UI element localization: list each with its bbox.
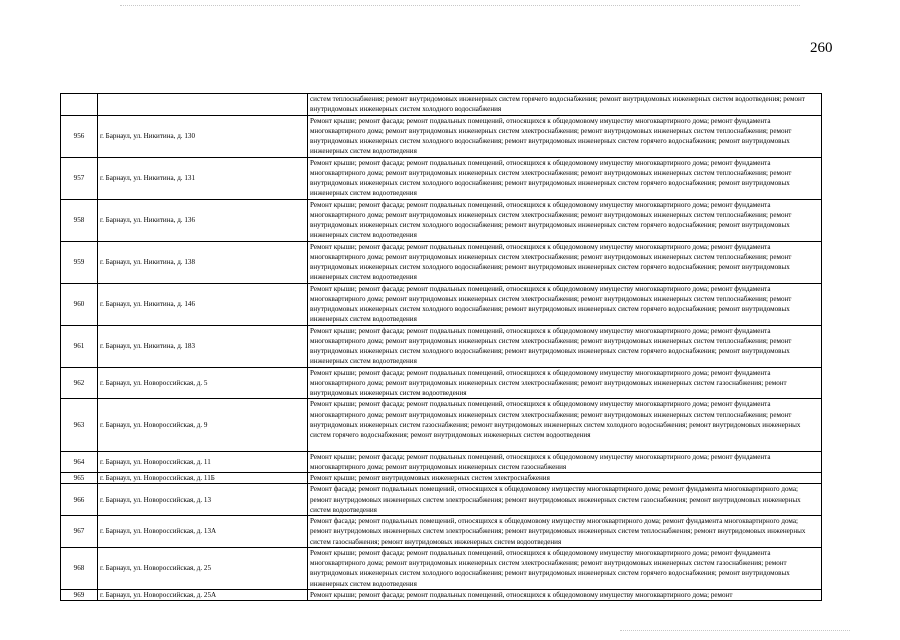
- row-address: г. Барнаул, ул. Новороссийская, д. 25А: [98, 589, 308, 600]
- row-address: г. Барнаул, ул. Никитина, д. 136: [98, 199, 308, 241]
- row-works: Ремонт крыши; ремонт фасада; ремонт подвальных помещений, относящихся к общедомовому имуществу многоквартирного дома; ремонт фундамента многоквартирного дома; ремонт внутридомовых инженерных систем электроснабжения; ремонт внутридомовых инженерных систем газоснабжения; ремонт внутридомовых инженерных систем водоотведения: [308, 367, 822, 399]
- table-row: [61, 516, 822, 548]
- row-works: Ремонт крыши; ремонт фасада; ремонт подвальных помещений, относящихся к общедомовому имуществу многоквартирного дома; ремонт фундамента многоквартирного дома; ремонт внутридомовых инженерных систем электроснабжения; ремонт внутридомовых инженерных систем газоснабжения; ремонт внутридомовых инженерных систем холодного водоснабжения; ремонт внутридомовых инженерных систем горячего водоснабжения; ремонт внутридомовых инженерных систем водоотведения: [308, 547, 822, 589]
- row-address: [98, 94, 308, 116]
- row-address: г. Барнаул, ул. Никитина, д. 131: [98, 157, 308, 199]
- row-address: г. Барнаул, ул. Никитина, д. 138: [98, 241, 308, 283]
- row-number: 959: [61, 241, 98, 283]
- table-row: [61, 157, 822, 199]
- row-works: Ремонт крыши; ремонт фасада; ремонт подвальных помещений, относящихся к общедомовому имуществу многоквартирного дома; ремонт фундамента многоквартирного дома; ремонт внутридомовых инженерных систем электроснабжения; ремонт внутридомовых инженерных систем теплоснабжения; ремонт внутридомовых инженерных систем газоснабжения; ремонт внутридомовых инженерных систем холодного водоснабжения; ремонт внутридомовых инженерных систем горячего водоснабжения; ремонт внутридомовых инженерных систем водоотведения: [308, 399, 822, 451]
- scan-edge-top: [120, 5, 800, 6]
- repair-registry-table: [60, 93, 822, 601]
- row-number: [61, 94, 98, 116]
- row-address: г. Барнаул, ул. Новороссийская, д. 13: [98, 484, 308, 516]
- row-works: Ремонт фасада; ремонт подвальных помещений, относящихся к общедомовому имуществу многоквартирного дома; ремонт фундамента многоквартирного дома; ремонт внутридомовых инженерных систем электроснабжения; ремонт внутридомовых инженерных систем теплоснабжения; ремонт внутридомовых инженерных систем газоснабжения; ремонт внутридомовых инженерных систем водоотведения: [308, 516, 822, 548]
- table-row: [61, 283, 822, 325]
- table-row: [61, 484, 822, 516]
- row-address: г. Барнаул, ул. Новороссийская, д. 11Б: [98, 473, 308, 484]
- table-row: [61, 589, 822, 600]
- row-address: г. Барнаул, ул. Новороссийская, д. 13А: [98, 516, 308, 548]
- row-address: г. Барнаул, ул. Новороссийская, д. 11: [98, 451, 308, 473]
- row-number: 966: [61, 484, 98, 516]
- row-number: 969: [61, 589, 98, 600]
- table-row: [61, 241, 822, 283]
- table-row: [61, 451, 822, 473]
- row-number: 961: [61, 325, 98, 367]
- table-row: [61, 199, 822, 241]
- row-number: 958: [61, 199, 98, 241]
- row-address: г. Барнаул, ул. Новороссийская, д. 25: [98, 547, 308, 589]
- registry-body: [61, 94, 822, 601]
- table-row: [61, 547, 822, 589]
- row-works: Ремонт крыши; ремонт фасада; ремонт подвальных помещений, относящихся к общедомовому имуществу многоквартирного дома; ремонт фундамента многоквартирного дома; ремонт внутридомовых инженерных систем электроснабжения; ремонт внутридомовых инженерных систем теплоснабжения; ремонт внутридомовых инженерных систем холодного водоснабжения; ремонт внутридомовых инженерных систем горячего водоснабжения; ремонт внутридомовых инженерных систем водоотведения: [308, 241, 822, 283]
- scan-edge-bottom: [620, 630, 850, 631]
- row-number: 960: [61, 283, 98, 325]
- table-row: [61, 325, 822, 367]
- row-number: 967: [61, 516, 98, 548]
- table-row: [61, 399, 822, 451]
- row-works: Ремонт крыши; ремонт фасада; ремонт подвальных помещений, относящихся к общедомовому имуществу многоквартирного дома; ремонт фундамента многоквартирного дома; ремонт внутридомовых инженерных систем газоснабжения: [308, 451, 822, 473]
- row-works: Ремонт крыши; ремонт внутридомовых инженерных систем электроснабжения: [308, 473, 822, 484]
- row-number: 968: [61, 547, 98, 589]
- row-number: 963: [61, 399, 98, 451]
- page-number: 260: [810, 40, 833, 56]
- row-works: систем теплоснабжения; ремонт внутридомовых инженерных систем горячего водоснабжения; ремонт внутридомовых инженерных систем водоотведения; ремонт внутридомовых инженерных систем холодного водоснабжения: [308, 94, 822, 116]
- row-number: 965: [61, 473, 98, 484]
- row-address: г. Барнаул, ул. Никитина, д. 183: [98, 325, 308, 367]
- row-number: 956: [61, 115, 98, 157]
- table-row: [61, 367, 822, 399]
- row-number: 957: [61, 157, 98, 199]
- row-address: г. Барнаул, ул. Новороссийская, д. 5: [98, 367, 308, 399]
- row-works: Ремонт фасада; ремонт подвальных помещений, относящихся к общедомовому имуществу многоквартирного дома; ремонт фундамента многоквартирного дома; ремонт внутридомовых инженерных систем электроснабжения; ремонт внутридомовых инженерных систем газоснабжения; ремонт внутридомовых инженерных систем водоотведения: [308, 484, 822, 516]
- row-works: Ремонт крыши; ремонт фасада; ремонт подвальных помещений, относящихся к общедомовому имуществу многоквартирного дома; ремонт фундамента многоквартирного дома; ремонт внутридомовых инженерных систем электроснабжения; ремонт внутридомовых инженерных систем теплоснабжения; ремонт внутридомовых инженерных систем холодного водоснабжения; ремонт внутридомовых инженерных систем горячего водоснабжения; ремонт внутридомовых инженерных систем водоотведения: [308, 115, 822, 157]
- table-row: [61, 94, 822, 116]
- row-number: 964: [61, 451, 98, 473]
- row-works: Ремонт крыши; ремонт фасада; ремонт подвальных помещений, относящихся к общедомовому имуществу многоквартирного дома; ремонт фундамента многоквартирного дома; ремонт внутридомовых инженерных систем электроснабжения; ремонт внутридомовых инженерных систем теплоснабжения; ремонт внутридомовых инженерных систем холодного водоснабжения; ремонт внутридомовых инженерных систем горячего водоснабжения; ремонт внутридомовых инженерных систем водоотведения: [308, 199, 822, 241]
- row-works: Ремонт крыши; ремонт фасада; ремонт подвальных помещений, относящихся к общедомовому имуществу многоквартирного дома; ремонт: [308, 589, 822, 600]
- row-works: Ремонт крыши; ремонт фасада; ремонт подвальных помещений, относящихся к общедомовому имуществу многоквартирного дома; ремонт фундамента многоквартирного дома; ремонт внутридомовых инженерных систем электроснабжения; ремонт внутридомовых инженерных систем теплоснабжения; ремонт внутридомовых инженерных систем холодного водоснабжения; ремонт внутридомовых инженерных систем горячего водоснабжения; ремонт внутридомовых инженерных систем водоотведения: [308, 283, 822, 325]
- row-works: Ремонт крыши; ремонт фасада; ремонт подвальных помещений, относящихся к общедомовому имуществу многоквартирного дома; ремонт фундамента многоквартирного дома; ремонт внутридомовых инженерных систем электроснабжения; ремонт внутридомовых инженерных систем теплоснабжения; ремонт внутридомовых инженерных систем холодного водоснабжения; ремонт внутридомовых инженерных систем горячего водоснабжения; ремонт внутридомовых инженерных систем водоотведения: [308, 325, 822, 367]
- row-number: 962: [61, 367, 98, 399]
- row-address: г. Барнаул, ул. Никитина, д. 130: [98, 115, 308, 157]
- row-address: г. Барнаул, ул. Никитина, д. 146: [98, 283, 308, 325]
- row-address: г. Барнаул, ул. Новороссийская, д. 9: [98, 399, 308, 451]
- row-works: Ремонт крыши; ремонт фасада; ремонт подвальных помещений, относящихся к общедомовому имуществу многоквартирного дома; ремонт фундамента многоквартирного дома; ремонт внутридомовых инженерных систем электроснабжения; ремонт внутридомовых инженерных систем теплоснабжения; ремонт внутридомовых инженерных систем холодного водоснабжения; ремонт внутридомовых инженерных систем горячего водоснабжения; ремонт внутридомовых инженерных систем водоотведения: [308, 157, 822, 199]
- table-row: [61, 115, 822, 157]
- table-row: [61, 473, 822, 484]
